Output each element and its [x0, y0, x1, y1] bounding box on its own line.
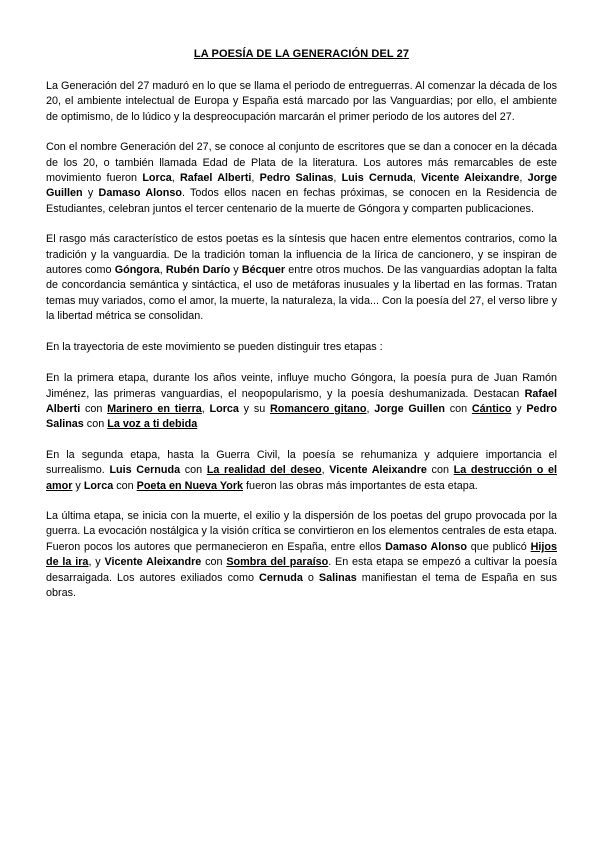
author-name: Damaso Alonso	[98, 187, 182, 200]
author-name: Luis Cernuda	[109, 464, 181, 477]
paragraph-text: fueron las obras más importantes de esta etapa.	[243, 479, 478, 492]
work-title: Sombra del paraíso	[226, 556, 329, 569]
work-title: La realidad del deseo	[206, 464, 322, 477]
paragraph-text: con	[83, 418, 108, 431]
paragraph-text: . En esta etapa se empezó a cultivar la poesía desarraigada. Los autores exiliados como	[46, 556, 557, 584]
author-name: Pedro Salinas	[259, 172, 334, 185]
author-name: Damaso Alonso	[385, 540, 468, 553]
paragraph-text: con	[180, 464, 207, 477]
author-name: Cernuda	[259, 571, 303, 584]
paragraph-text: o	[302, 571, 319, 584]
paragraph-authors: Con el nombre Generación del 27, se conoce al conjunto de escritores que se dan a conocer en la década de los 20, o también llamada Edad de Plata de la literatura. Los autores más remarcables de este movimiento fueron Lorca, Rafael Alberti, Pedro Salinas, Luis Cernuda, Vicente Aleixandre, Jorge Guillen y Damaso Alonso. Todos ellos nacen en fechas próximas, se conocen en la Residencia de Estudiantes, celebran juntos el tercer centenario de la muerte de Góngora y comparten publicaciones.	[46, 141, 557, 215]
paragraph-text: Con el nombre Generación del 27, se conoce al conjunto de escritores que se dan a conocer en la década de los 20, o también llamada Edad de Plata de la literatura. Los autores más remarcables de este movimiento fueron	[46, 141, 557, 185]
paragraph-text: En la segunda etapa, hasta la Guerra Civil, la poesía se rehumaniza y adquiere importancia el surrealismo.	[46, 448, 557, 477]
paragraph-text: ,	[366, 402, 375, 415]
author-name: Góngora	[114, 264, 160, 277]
author-name: Vicente Aleixandre	[329, 464, 427, 477]
paragraph-text: con	[80, 402, 108, 415]
paragraph-text: En la primera etapa, durante los años veinte, influye mucho Góngora, la poesía pura de Juan Ramón Jiménez, las primeras vanguardias, el neopopularismo, y la poesía deshumanizada. Destacan	[46, 372, 557, 400]
author-name: Vicente Aleixandre	[421, 172, 520, 185]
paragraph-text: , y	[88, 556, 105, 569]
author-name: Rafael Alberti	[179, 172, 252, 185]
paragraph-text: y	[511, 402, 527, 415]
paragraph-text: La última etapa, se inicia con la muerte, el exilio y la dispersión de los poetas del grupo provocada por la guerra. La evocación nostálgica y la visión crítica se convirtieron en los elementos centrales de esta etapa. Fueron pocos los autores que permanecieron en España, entre ellos	[46, 509, 557, 553]
author-name: Salinas	[318, 571, 357, 584]
document-page	[46, 48, 557, 616]
author-name: Vicente Aleixandre	[104, 556, 202, 569]
paragraph-first-stage	[46, 371, 557, 433]
paragraph-text: En la trayectoria de este movimiento se pueden distinguir tres etapas :	[46, 340, 383, 353]
paragraph-text: con	[113, 479, 137, 492]
paragraph-text: con	[201, 556, 227, 569]
paragraph-features: El rasgo más característico de estos poetas es la síntesis que hacen entre elementos contrarios, como la tradición y la vanguardia. De la tradición toman la influencia de la lírica de cancionero, y se inspiran de autores como Góngora, Rubén Darío y Bécquer entre otros muchos. De las vanguardias adoptan la falta de concordancia semántica y sintáctica, el uso de metáforas inusuales y la libertad en las formas. Tratan temas muy variados, como el amor, la muerte, la naturaleza, la vida... Con la poesía del 27, el verso libre y la libertad métrica se consolidan.	[46, 233, 558, 323]
work-title: Hijos de la ira	[46, 540, 557, 569]
paragraph-text: y	[82, 187, 99, 200]
paragraph-last-stage	[46, 509, 557, 601]
author-name: Luis Cernuda	[341, 172, 413, 185]
author-name: Rubén Darío	[165, 264, 231, 277]
page-title: LA POESÍA DE LA GENERACIÓN DEL 27	[193, 48, 410, 60]
paragraph-text: manifiestan el tema de España en sus obras.	[46, 571, 558, 599]
work-title: La voz a ti debida	[107, 418, 198, 431]
paragraph-text: El rasgo más característico de estos poetas es la síntesis que hacen entre elementos contrarios, como la tradición y la vanguardia. De la tradición toman la influencia de la lírica de cancionero, y se inspiran de autores como	[46, 233, 557, 277]
work-title: Cántico	[471, 402, 512, 415]
paragraph-text: con	[444, 402, 472, 415]
work-title: Marinero en tierra	[107, 402, 202, 415]
work-title: Poeta en Nueva York	[136, 479, 244, 492]
paragraph-stages-intro	[46, 340, 557, 355]
paragraph-text: ,	[321, 464, 330, 477]
paragraph-intro	[46, 79, 557, 125]
author-name: Bécquer	[241, 264, 286, 277]
paragraph-text: y	[230, 264, 242, 277]
author-name: Lorca	[142, 172, 172, 185]
author-name: Jorge Guillen	[46, 172, 557, 200]
author-name: Rafael Alberti	[46, 387, 557, 415]
paragraph-text: con	[426, 464, 454, 477]
paragraph-text: que publicó	[467, 540, 531, 553]
paragraph-text: ,	[201, 402, 210, 415]
work-title: Romancero gitano	[269, 402, 367, 415]
paragraph-second-stage	[46, 448, 557, 494]
work-title: La destrucción o el amor	[46, 464, 557, 492]
author-name: Lorca	[209, 402, 239, 415]
paragraph-text: y	[72, 479, 84, 492]
author-name: Jorge Guillen	[374, 402, 445, 415]
author-name: Pedro Salinas	[46, 402, 557, 431]
paragraph-text: La Generación del 27 maduró en lo que se llama el periodo de entreguerras. Al comenzar la década de los 20, el ambiente intelectual de Europa y España está marcado por las Vanguardias; por ello, el ambiente de optimismo, de lo lúdico y la despreocupación marcarán el primer periodo de los autores del 27.	[46, 80, 557, 123]
paragraph-text: entre otros muchos. De las vanguardias adoptan la falta de concordancia semántica y sintáctica, el uso de metáforas inusuales y la libertad en las formas. Tratan temas muy variados, como el amor, la muerte, la naturaleza, la vida... Con la poesía del 27, el verso libre y la libertad métrica se consolidan.	[46, 264, 558, 323]
author-name: Lorca	[83, 479, 114, 492]
paragraph-text: y su	[238, 402, 270, 415]
paragraph-text: . Todos ellos nacen en fechas próximas, se conocen en la Residencia de Estudiantes, celebran juntos el tercer centenario de la muerte de Góngora y comparten publicaciones.	[46, 187, 557, 215]
